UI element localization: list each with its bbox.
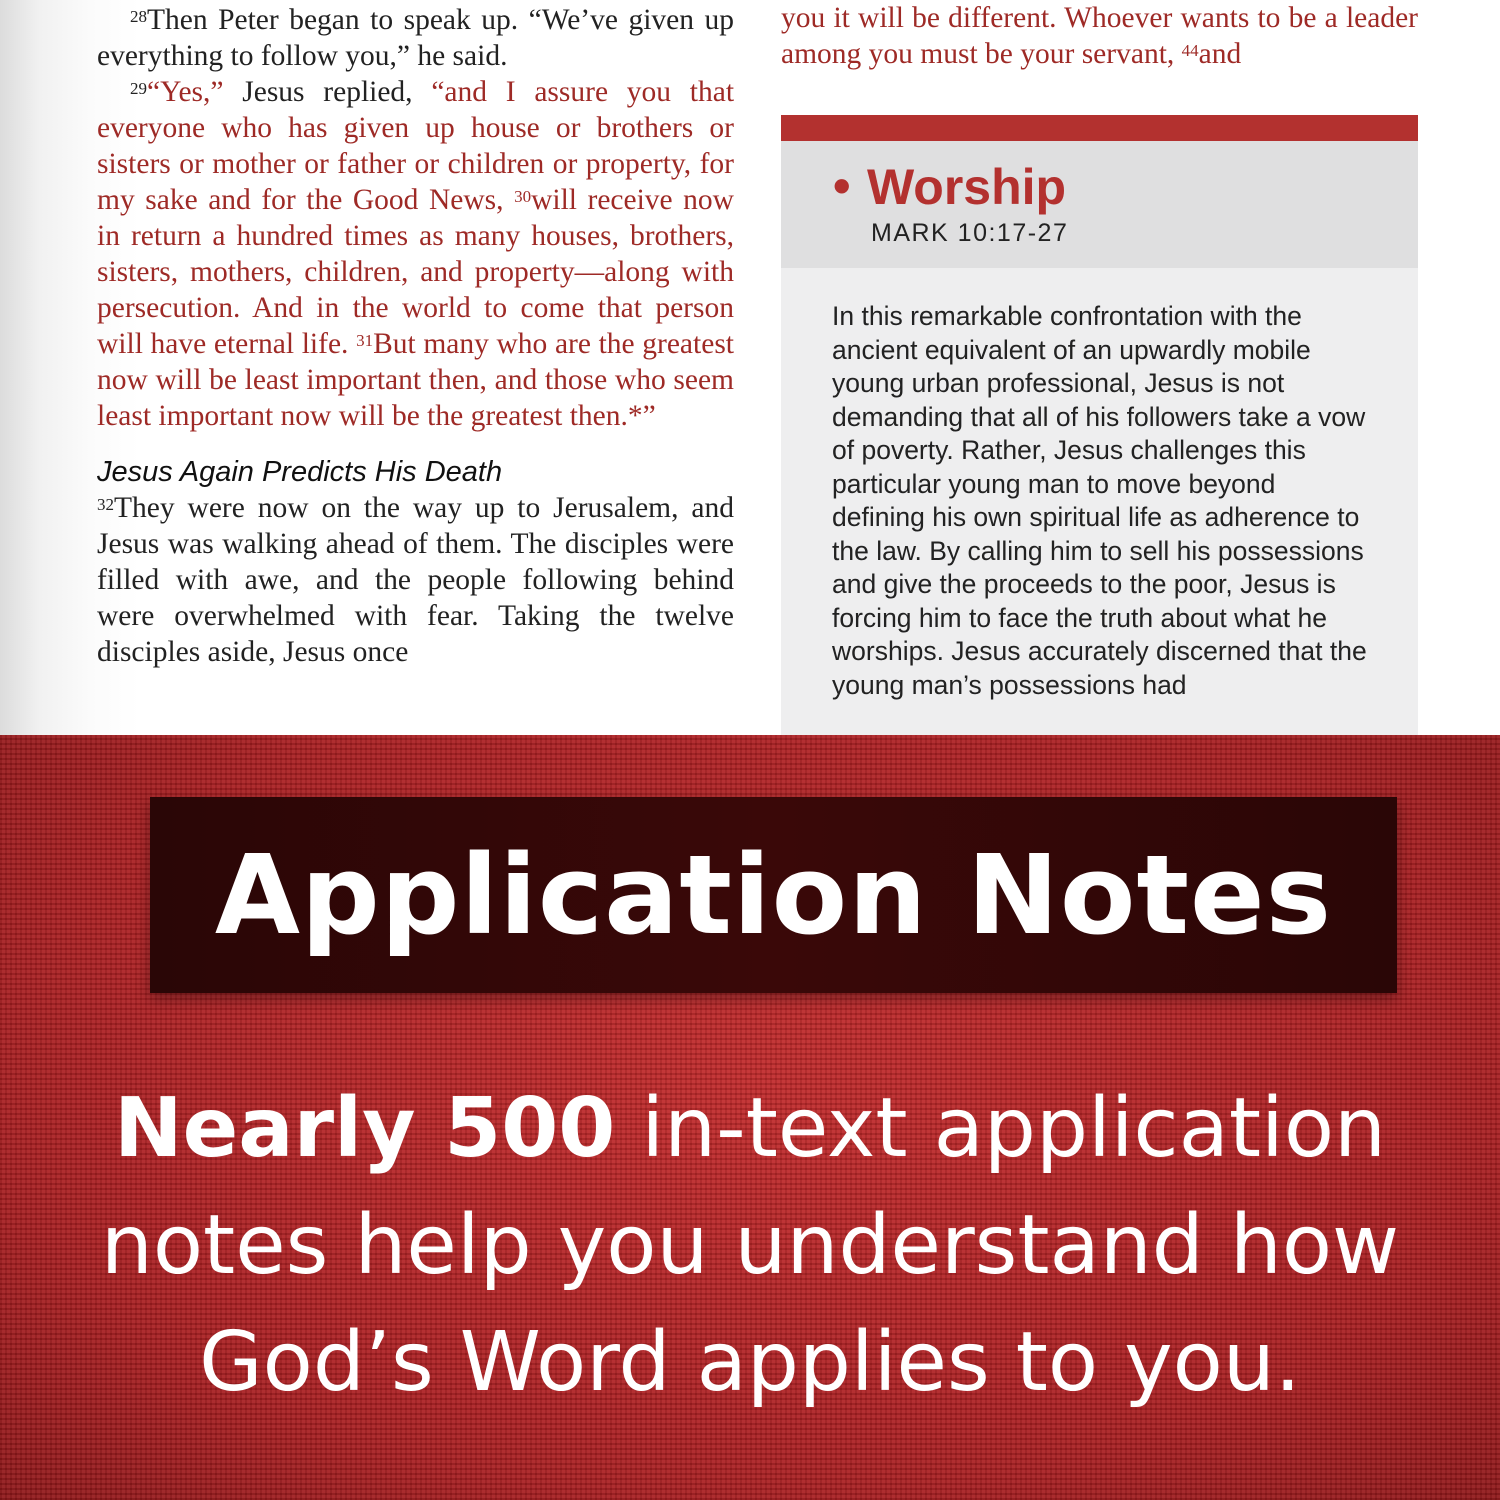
tagline (60, 1070, 1440, 1421)
verse-number: 30 (514, 187, 532, 206)
note-title: Worship (867, 159, 1067, 215)
bullet-icon: • (833, 158, 851, 214)
verse-number: 32 (97, 495, 114, 514)
verse-28 (97, 2, 734, 74)
words-of-jesus: But many who are the greatest now will be least important then, and those who seem least important now will be the greatest then.*” (97, 328, 734, 432)
title-banner (150, 797, 1397, 993)
application-note-box (781, 115, 1418, 735)
note-accent-bar (781, 115, 1418, 141)
note-reference: MARK 10:17-27 (871, 219, 1069, 247)
verse-text: They were now on the way up to Jerusalem, and Jesus was walking ahead of them. The disciples were filled with awe, and the people following behind were overwhelmed with fear. Taking the twelve disciples aside, Jesus once (97, 492, 734, 668)
tagline-rest: in-text application notes help you understand how God’s Word applies to you. (100, 1081, 1400, 1410)
note-body: In this remarkable confrontation with the ancient equivalent of an upwardly mobile young urban professional, Jesus is not demanding that all of his followers take a vow of poverty. Rather, Jesus challenges this particular young man to move beyond defining his own spiritual life as adherence to the law. By calling him to sell his possessions and give the proceeds to the poor, Jesus is forcing him to face the truth about what he worships. Jesus accurately discerned that the young man’s possessions had (832, 301, 1367, 700)
verse-text: Then Peter began to speak up. “We’ve given up everything to follow you,” he said. (97, 4, 734, 72)
verse-number: 31 (356, 331, 374, 350)
banner-title: Application Notes (214, 831, 1333, 959)
words-of-jesus: you it will be different. Whoever wants to be a leader among you must be your servant, (781, 2, 1418, 70)
scripture-right-column (781, 0, 1418, 72)
note-header (781, 141, 1418, 268)
verse-number: 44 (1181, 41, 1199, 60)
verse-32 (97, 490, 734, 670)
section-heading: Jesus Again Predicts His Death (97, 456, 503, 488)
bible-page-excerpt (0, 0, 1500, 735)
words-of-jesus: and (1198, 38, 1242, 70)
verse-text: Jesus replied, (223, 76, 432, 108)
words-of-jesus: “and I assure you that everyone who has given up house or brothers or sisters or mother or father or children or property, for my sake and for the Good News, (97, 76, 735, 216)
verse-number: 29 (130, 79, 147, 98)
tagline-bold: Nearly 500 (114, 1081, 616, 1176)
words-of-jesus: will receive now in return a hundred times as many houses, brothers, sisters, mothers, children, and property—along with persecution. And in the world to come that person will have eternal life. (97, 184, 734, 360)
words-of-jesus: “Yes,” (147, 76, 224, 108)
verse-29-31 (97, 74, 734, 434)
promo-panel (0, 735, 1500, 1500)
verse-number: 28 (130, 7, 147, 26)
scripture-left-column (97, 2, 734, 670)
